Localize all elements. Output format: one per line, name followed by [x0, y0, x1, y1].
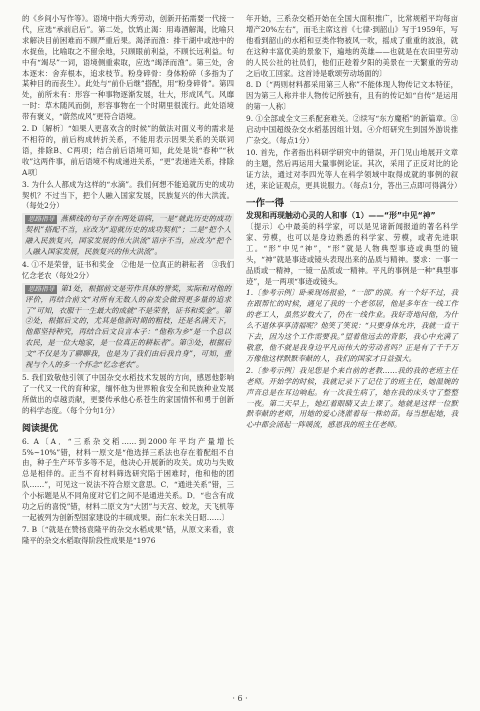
- answer-8: 8. D〔“两则材料都采用第三人称”不能体现人物传记文本特征，因为第三人称并非人物传记所独有，且有的传记如“自传”是运用的第一人称〕: [246, 80, 458, 112]
- answer-5: 5. 我们致敬他引领了中国杂交水稻技术发展的方向，感恩他影响了一代又一代的育种家，缅怀他为世界粮食安全和民族种业发展所做出的卓越贡献，更要传承他心系苍生的家国情怀和勇于创新的科学态度。（每个分句1分）: [22, 373, 234, 415]
- answer-10: 10. 首先，作者指出科研学研究中的错误，开门见山地展开文章的主题，然后再运用大量事例论证。其次，采用了正反对比的论证方法，通过对李四光等人在科学领域中取得成就的事例的叙述，来论证观点，更具说服力。（每点1分，答出三点即可得满分）: [246, 147, 462, 190]
- guidance-text: 燕横线的句子存在两处语病，一是“就此历史的成功契机”搭配不当，应改为“迎就历史的成功契机”；二是“把个人融入民族复兴，国家发展的伟大洪流”语序不当，应改为“把个人融入国家发展，民族复兴的伟大洪流”。: [25, 214, 231, 257]
- subsection-title: 发现和再现触动心灵的人和事（1）——“形”中见“神”: [246, 210, 436, 220]
- answer-4: 4. ①不是荣誉，证书和奖金 ②他是一位真正的耕耘者 ③我们忆念老农（每处2分）: [22, 259, 234, 280]
- guidance-tag: 思路指导: [25, 285, 57, 294]
- section-writing: [246, 195, 458, 209]
- section-rule: [290, 201, 458, 202]
- section-reading: 阅读提优: [22, 423, 59, 434]
- right-column: [246, 14, 462, 684]
- page-number: · 6 ·: [232, 694, 248, 703]
- example-1: 1.〔参考示例〕卧乘现场报验，“一部”的演。有一个好不过，我在跟帮忙的时候，遇见了我的一个老邻居，他是多年在一线工作的老工人，虽然岁数大了，仍在一线作业。我好奇地问他，为什么不退休享享清福呢？他笑了笑说：“只要身体允许，我就一直干下去，因为这个工作需要我。”望着他远去的背影，我心中充满了敬意，他不就是我身边平凡而伟大的劳动者吗？正是有了千千万万像他这样默默奉献的人，我们的国家才日益强大。: [246, 288, 458, 363]
- example-2: 2.〔参考示例〕我见您是个来自前的老教……我的我的老班主任老师。开始学的时候，我就记录下了记住了的班主任，她温婉的声音总是在耳边响起。有一次我生病了，她在我的床头守了整整一夜。第二天早上，她红着眼睛又去上课了。她就是这样一位默默奉献的老师，用她的爱心浇灌着每一株幼苗。每当想起她，我心中都会涌起一阵暖流，感恩我的班主任老师。: [246, 365, 458, 430]
- answer-3: 3. 为什么人都成为这样的“水滴”。我们何想不能追就历史的成功契机？不过当下，把个人融入国家发展，民族复兴的伟大洪流。（每处2分）: [22, 179, 234, 211]
- section-writing-title: 一作一得: [246, 197, 285, 209]
- answer-1-continued: 的《乡间小写作等》。语境中指大秀劳动，创新开拓需要一代接一代，应选“承前启后”。第二处，饮鸩止渴：用毒酒解渴，比喻只求解决目前困难而不顾严重后果。渴泽而渔：排干湖中或池中的水捉鱼，比喻取之不留余地，只顾眼前利益，不顾长远利益。句中有“竭尽”一词，语境侧重索取，应选“竭泽而渔”。第三处，舍本逐末：舍弃根本，追求枝节。粉身碎骨：身体粉碎（多指为了某种目的而丧生）。此处与“前仆后继”搭配，用“粉身碎骨”。第四处，前所未有：形容一种事物逐渐发展，壮大，形成风气。风靡一时：草木随风而倒，形容事物在一个时期里很流行。此处语境带有褒义，“蔚然成风”更符合语境。: [22, 14, 234, 122]
- answer-2: 2. D〔解析〕“如果人更喜欢含的时候”的做法对面义考的需求是不相符的，前后构成转折关系，不能用表示因果关系的关联词语，排除B、C两项；结合前后语境可知，此处是说“春种”“秋收”这两件事，前后语境不构成递进关系，“更”表递进关系，排除A项〕: [22, 124, 234, 177]
- answer-6: 6. A〔A．“三系杂交稻……到2000年平均产量增长5%~10%”错，材料一原文是“他选择三系法也存在着配组不自由，种子生产环节多等不足，他决心开展新的攻关。成功与失败总是相伴的。正当不育材料筛选研究陷于困难时，他和他的团队……”，可见这一说法不符合原文意思。C．“通进关系”错，三个小标题是从不同角度对它们之间不是通进关系。D．“也含有成功之后的喜悦”错，材料二原文为“大团”与天宫、蛟龙，天飞机等一起被列为创新型国家建设的丰硕成果。南仁东未关日昭……〕: [22, 436, 234, 522]
- left-column: [22, 14, 234, 684]
- answer-9: 9. ①全部或全文三系配套难关。②续写“东方魔稻”的新篇章。③启动中国超级杂交水稻基因组计划。④介绍研究生到国外游说推广杂交。（每点1分）: [246, 114, 458, 145]
- tip-paragraph: 〔提示〕心中最美的科学家，可以是见诸新闻报道的著名科学家、劳模，也可以是身边熟悉的科学家、劳模，或者先进职工。“形”中见“神”，“形”就是人物典型事迹或典型的镜头，“神”就是事迹或镜头表现出来的品质与精神。要求：一事一品质或一精神，一镜一品质或一精神。平凡的事例是一种“典型事迹”，是一两项“事迹或镜头。: [246, 222, 458, 286]
- guidance-note-3: [22, 213, 234, 259]
- answer-7: 7. B〔“就是在赞扬袁隆平的杂交水稻成果”错，从原文来看，袁隆平的杂交水稻取得阶段性成果是“1976: [22, 524, 234, 545]
- guidance-text: 第1处，根据前文是劳作具体的誉奖，实际和对他的评价，再结合前文“对所有无数人的奋发会做到更多量的追求了”可知，衣服干一生最大的成就“不是荣誉，证书和奖金”。第②处，根据后文的，尤其是他新时期的粗枝，还是名满天下，他都坚持种究，再结合后文良言本子：“他称为乡“是一个总以农民，是一位大地家，是一位真正的耕耘者”。第③处，根据后文“不仅是为了聊聊我，也是为了我们由后我自身”，可知，重视与个人的多一个怀念“忆念老农”。: [25, 283, 231, 370]
- guidance-note-4: [22, 283, 234, 372]
- answer-7-continued: 年开始，三系杂交稻开始在全国大面积推广，比常规稻平均每亩增产20%左右”，而毛主席这首《七律·到韶山》写于1959年，写他看到韶山的水稻和豆类作物被风一吹，摇成了重重的波浪，就在这种丰富优美的景象下，遍地的英雄——也就是在农田里劳动的人民公社的社员们，他们正趁着夕阳的美景在一天繁重的劳动之后收工回家。这首诗是歌颂劳动场面的〕: [246, 14, 458, 78]
- columns: [22, 14, 462, 684]
- guidance-tag: 思路指导: [25, 215, 57, 224]
